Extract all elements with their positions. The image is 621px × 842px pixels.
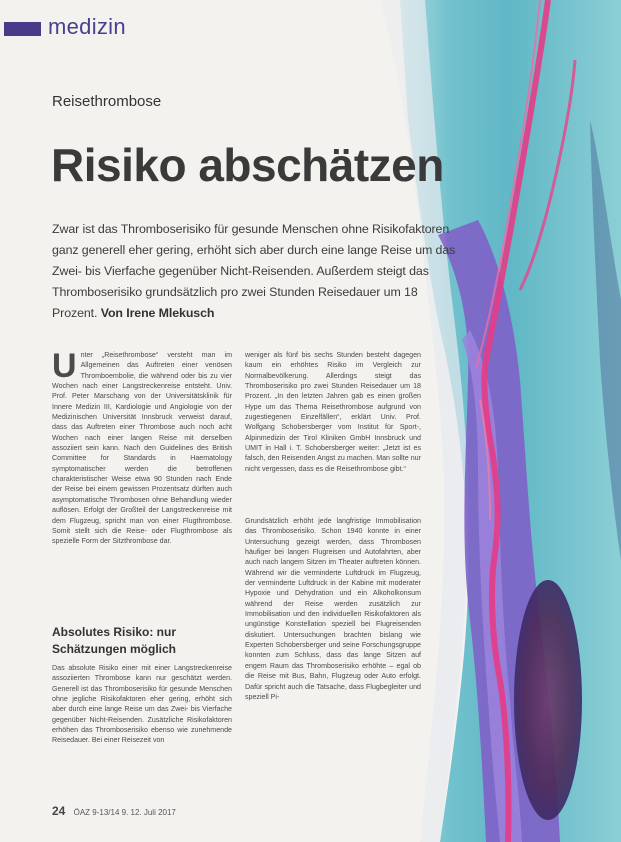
body-paragraph: Das absolute Risiko einer mit einer Langstreckenreise assoziierten Thrombose kann nur geschätzt werden. Generell ist das Thromboserisiko für gesunde Menschen ohne jegliche Risikofaktoren eher gering, erhöht sich aber durch eine lange Reise um das Zwei- bis Vierfache gegenüber Nicht-Reisenden. Zusätzliche Risikofaktoren erhöhen das Thromboserisiko ebenso wie zunehmende Reisedauer. Bei einer Reisezeit von	[52, 664, 232, 745]
page-footer	[52, 804, 176, 818]
section-label: medizin	[48, 14, 126, 39]
section-color-bar	[4, 22, 41, 36]
body-column-1-part-1	[52, 347, 232, 547]
article-headline: Risiko abschätzen	[51, 139, 444, 191]
intro-text: Zwar ist das Thromboserisiko für gesunde Menschen ohne Risikofaktoren ganz generell eher gering, erhöht sich aber durch eine lange Reise um das Zwei- bis Vierfache gegenüber Nicht-Reisenden. Außerdem steigt das Thromboserisiko grundsätzlich pro zwei Stunden Reisedauer um 18 Prozent.	[52, 222, 456, 320]
body-paragraph: Grundsätzlich erhöht jede langfristige Immobilisation das Thromboserisiko. Schon 1940 konnte in einer Untersuchung gezeigt werden, dass Thrombosen häufiger bei langen Flugreisen und Autofahrten, aber auch nach langem Sitzen im Theater auftreten können. Während wir die verminderte Luftdruck im Flugzeug, der verminderte Luftdruck in der Kabine mit moderater Hypoxie und Dehydration und ein Alkoholkonsum während der Reise werden zusätzlich zur Immobilisation und den individuellen Risikofaktoren als ungünstige Konstellation speziell bei Flugreisenden diskutiert. Untersuchungen brachten bislang wie Experten Schobersberger und seine Forschungsgruppe konnten zum Schluss, dass das lange Sitzen auf engem Raum das Thromboserisiko erhöhte – egal ob die Reise mit Bus, Bahn, Flugzeug oder Auto erfolgt. Dafür spricht auch die Tatsache, dass Flugbegleiter und speziell Pi-	[245, 517, 421, 701]
body-column-2-part-2	[245, 516, 421, 702]
article-intro	[52, 219, 462, 324]
body-paragraph: weniger als fünf bis sechs Stunden besteht dagegen kaum ein erhöhtes Risiko im Vergleich zur Normalbevölkerung. Allerdings steigt das Thromboserisiko pro zwei Stunden Reisedauer um 18 Prozent. „In den letzten Jahren gab es einen großen Hype um das Thema Reisethrombose aufgrund von zugestiegenen Einzelfällen“, erklärt Univ. Prof. Wolfgang Schobersberger vom Institut für Sport-, Alpinmedizin der Tirol Kliniken GmbH Innsbruck und UMIT in Hall i. T. Schobersberger weiter: „Jetzt ist es falsch, den Reisenden Angst zu machen. Man sollte nur nicht vergessen, dass es die Reisethrombose gibt.“	[245, 351, 421, 473]
page-number: 24	[52, 804, 66, 818]
issue-info: ÖAZ 9-13/14 9. 12. Juli 2017	[73, 808, 176, 817]
section-subheading: Absolutes Risiko: nur Schätzungen möglich	[52, 625, 177, 656]
body-paragraph: nter „Reisethrombose“ versteht man im Allgemeinen das Auftreten einer venösen Thromboembolie, die während oder bis zu vier Wochen nach einer Langstreckenreise entsteht. Univ. Prof. Peter Marschang von der Universitätsklinik für Innere Medizin III, Kardiologie und Angiologie von der Medizinischen Universität Innsbruck verweist darauf, dass das Auftreten einer Thrombose auch noch acht Wochen nach einer langen Reise mit derselben assoziiert sein kann. Nach den Guidelines des British Committee for Standards in Haematology symptomatischer werden die betroffenen charakteristischer Weise etwa 90 Stunden nach Ende der Reise bei einem gewissen Prozentsatz dürften auch asymptomatische Thrombosen ohne Behandlung wieder auflösen. Erfolgt der Großteil der Langstreckenreise mit dem Flugzeug, spricht man von einer Flugthrombose. Somit stellt sich die Reise- oder Flugthrombose als spezielle Form der Sitzthrombose dar.	[52, 351, 232, 546]
drop-cap: U	[52, 347, 77, 385]
body-column-2-part-1	[245, 350, 421, 474]
article-kicker: Reisethrombose	[52, 93, 162, 110]
body-column-1-part-2	[52, 663, 232, 746]
author-byline: Von Irene Mlekusch	[100, 306, 215, 320]
